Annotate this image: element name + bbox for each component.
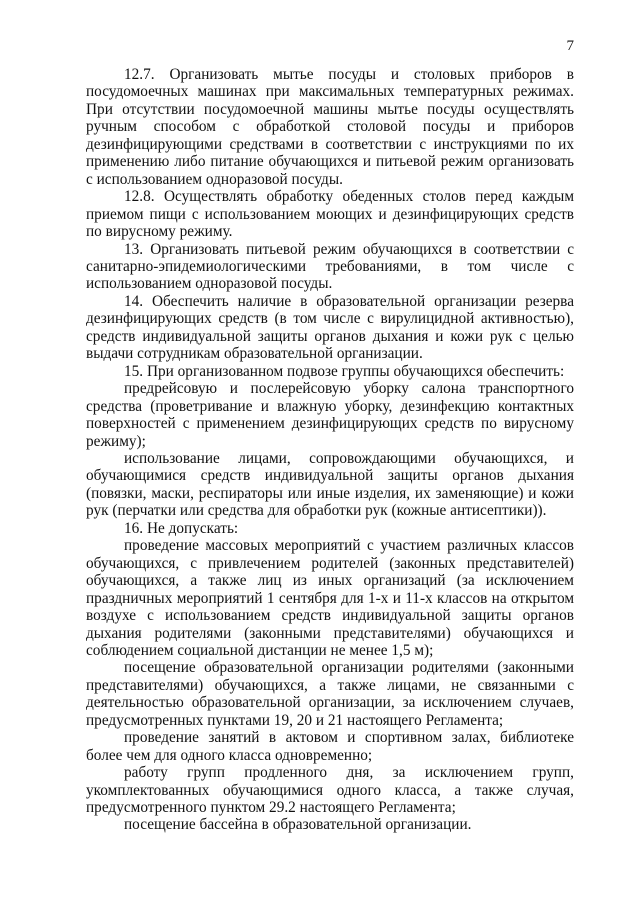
document-body	[86, 66, 574, 834]
paragraph-12-7: 12.7. Организовать мытье посуды и столовых приборов в посудомоечных машинах при максимальных температурных режимах. При отсутствии посудомоечной машины мытье посуды осуществлять ручным способом с обработкой столовой посуды и приборов дезинфицирующими средствами в соответствии с инструкциями по их применению либо питание обучающихся и питьевой режим организовать с использованием одноразовой посуды.	[86, 66, 574, 188]
paragraph-15-ppe: использование лицами, сопровождающими обучающихся, и обучающимися средств индивидуальной защиты органов дыхания (повязки, маски, респираторы или иные изделия, их заменяющие) и кожи рук (перчатки или средства для обработки рук (кожные антисептики)).	[86, 449, 574, 520]
paragraph-16: 16. Не допускать:	[124, 519, 239, 537]
paragraph-13: 13. Организовать питьевой режим обучающихся в соответствии с санитарно-эпидемиологическими требованиями, в том числе с использованием одноразовой посуды.	[86, 240, 574, 293]
paragraph-15: 15. При организованном подвозе группы обучающихся обеспечить:	[124, 362, 565, 380]
paragraph-16-halls: проведение занятий в актовом и спортивном залах, библиотеке более чем для одного класса одновременно;	[86, 729, 574, 764]
paragraph-15-cleaning: предрейсовую и послерейсовую уборку салона транспортного средства (проветривание и влажную уборку, дезинфекцию контактных поверхностей с применением дезинфицирующих средств по вирусному режиму);	[86, 380, 574, 450]
paragraph-16-pool: посещение бассейна в образовательной организации.	[124, 816, 472, 834]
paragraph-14: 14. Обеспечить наличие в образовательной организации резерва дезинфицирующих средств (в том числе с вирулицидной активностью), средств индивидуальной защиты органов дыхания и кожи рук с целью выдачи сотрудникам образовательной организации.	[86, 292, 574, 363]
paragraph-16-mass-events: проведение массовых мероприятий с участием различных классов обучающихся, с привлечением родителей (законных представителей) обучающихся, а также лиц из иных организаций (за исключением праздничных мероприятий 1 сентября для 1-х и 11-х классов на открытом воздухе с использованием средств индивидуальной защиты органов дыхания родителями (законными представителями) обучающихся и соблюдением социальной дистанции не менее 1,5 м);	[86, 537, 574, 659]
page-number: 7	[566, 38, 574, 54]
paragraph-16-extended-day: работу групп продленного дня, за исключением групп, укомплектованных обучающимися одного класса, а также случая, предусмотренного пунктом 29.2 настоящего Регламента;	[86, 764, 574, 817]
paragraph-16-visits: посещение образовательной организации родителями (законными представителями) обучающихся, а также лицами, не связанными с деятельностью образовательной организации, за исключением случаев, предусмотренных пунктами 19, 20 и 21 настоящего Регламента;	[86, 659, 574, 729]
paragraph-12-8: 12.8. Осуществлять обработку обеденных столов перед каждым приемом пищи с использованием моющих и дезинфицирующих средств по вирусному режиму.	[86, 188, 574, 241]
